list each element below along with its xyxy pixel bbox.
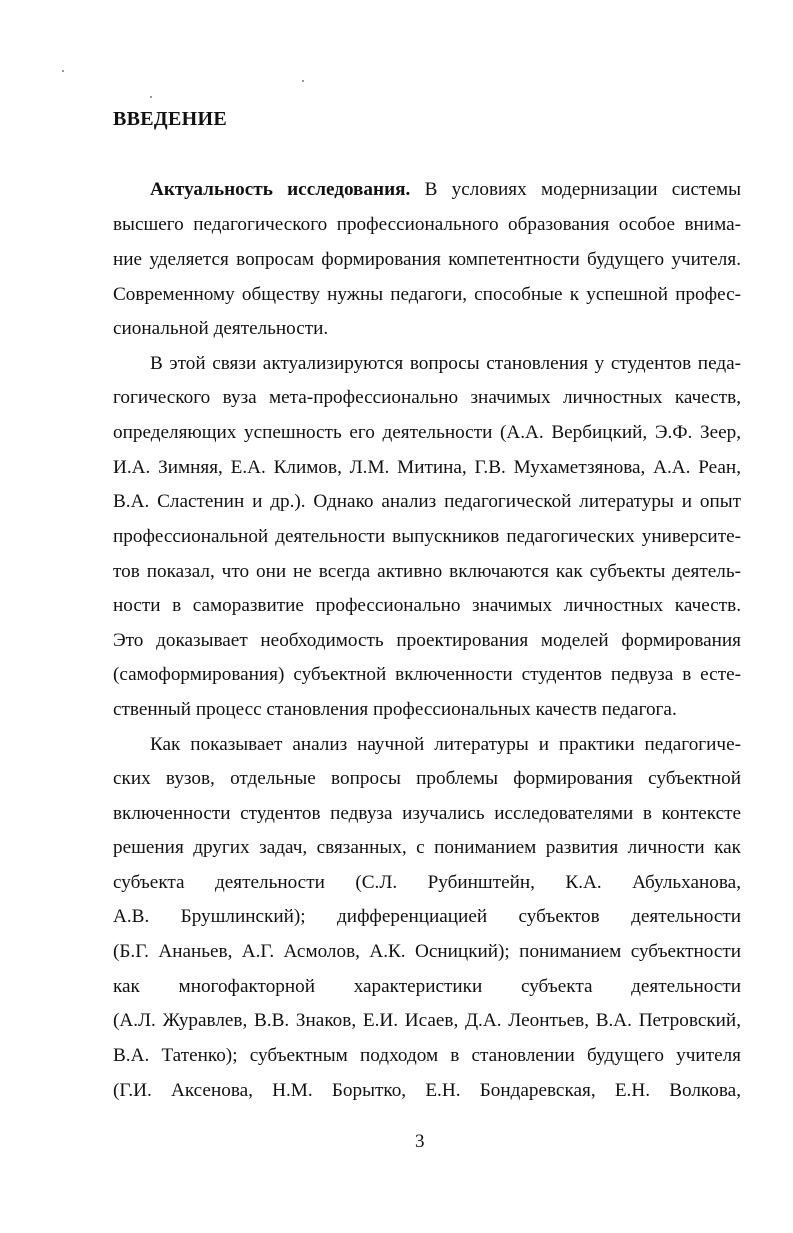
paragraph-3-line: (Б.Г. Ананьев, А.Г. Асмолов, А.К. Осницкий); пониманием субъектности [113,941,741,962]
scan-speck [302,80,304,82]
paragraph-2-line: В.А. Сластенин и др.). Однако анализ педагогической литературы и опыт [113,491,741,512]
paragraph-3-line: В.А. Татенко); субъектным подходом в становлении будущего учителя [113,1045,741,1066]
paragraph-2-line: ственный процесс становления профессиональных качеств педагога. [113,699,677,720]
paragraph-3-line: решения других задач, связанных, с пониманием развития личности как [113,837,741,858]
lead-rest-text: В условиях модернизации системы [424,179,741,200]
paragraph-3-line: субъекта деятельности (С.Л. Рубинштейн, К.А. Абульханова, [113,872,741,893]
paragraph-2-line: профессиональной деятельности выпускников педагогических университе- [113,526,741,547]
paragraph-1-line: сиональной деятельности. [113,318,329,339]
paragraph-3-line: Как показывает анализ научной литературы и практики педагогиче- [150,734,741,755]
scan-speck [62,70,64,72]
scan-speck [150,96,152,98]
paragraph-2-line: В этой связи актуализируются вопросы становления у студентов педа- [150,353,741,374]
paragraph-3-line: как многофакторной характеристики субъекта деятельности [113,976,741,997]
paragraph-1-line: Современному обществу нужны педагоги, способные к успешной профес- [113,284,741,305]
paragraph-2-line: тов показал, что они не всегда активно включаются как субъекты деятель- [113,561,741,582]
section-heading: ВВЕДЕНИЕ [113,108,227,130]
paragraph-3-line: ских вузов, отдельные вопросы проблемы формирования субъектной [113,768,741,789]
paragraph-1-line: высшего педагогического профессионального образования особое внима- [113,214,741,235]
paragraph-3-line: включенности студентов педвуза изучались исследователями в контексте [113,803,741,824]
paragraph-1-line-1 [150,179,741,201]
paragraph-2-line: определяющих успешность его деятельности (А.А. Вербицкий, Э.Ф. Зеер, [113,422,741,443]
paragraph-3-line: (Г.И. Аксенова, Н.М. Борытко, Е.Н. Бондаревская, Е.Н. Волкова, [113,1080,741,1101]
paragraph-3-line: (А.Л. Журавлев, В.В. Знаков, Е.И. Исаев, Д.А. Леонтьев, В.А. Петровский, [113,1010,741,1031]
page-number: 3 [415,1131,425,1152]
paragraph-2-line: И.А. Зимняя, Е.А. Климов, Л.М. Митина, Г.В. Мухаметзянова, А.А. Реан, [113,457,741,478]
paragraph-3-line: А.В. Брушлинский); дифференциацией субъектов деятельности [113,906,741,927]
paragraph-2-line: ности в саморазвитие профессионально значимых личностных качеств. [113,595,741,616]
paragraph-2-line: (самоформирования) субъектной включенности студентов педвуза в есте- [113,664,741,685]
paragraph-2-line: гогического вуза мета-профессионально значимых личностных качеств, [113,387,741,408]
paragraph-2-line: Это доказывает необходимость проектирования моделей формирования [113,630,741,651]
lead-bold-text: Актуальность исследования. [150,179,411,200]
paragraph-1-line: ние уделяется вопросам формирования компетентности будущего учителя. [113,249,741,270]
